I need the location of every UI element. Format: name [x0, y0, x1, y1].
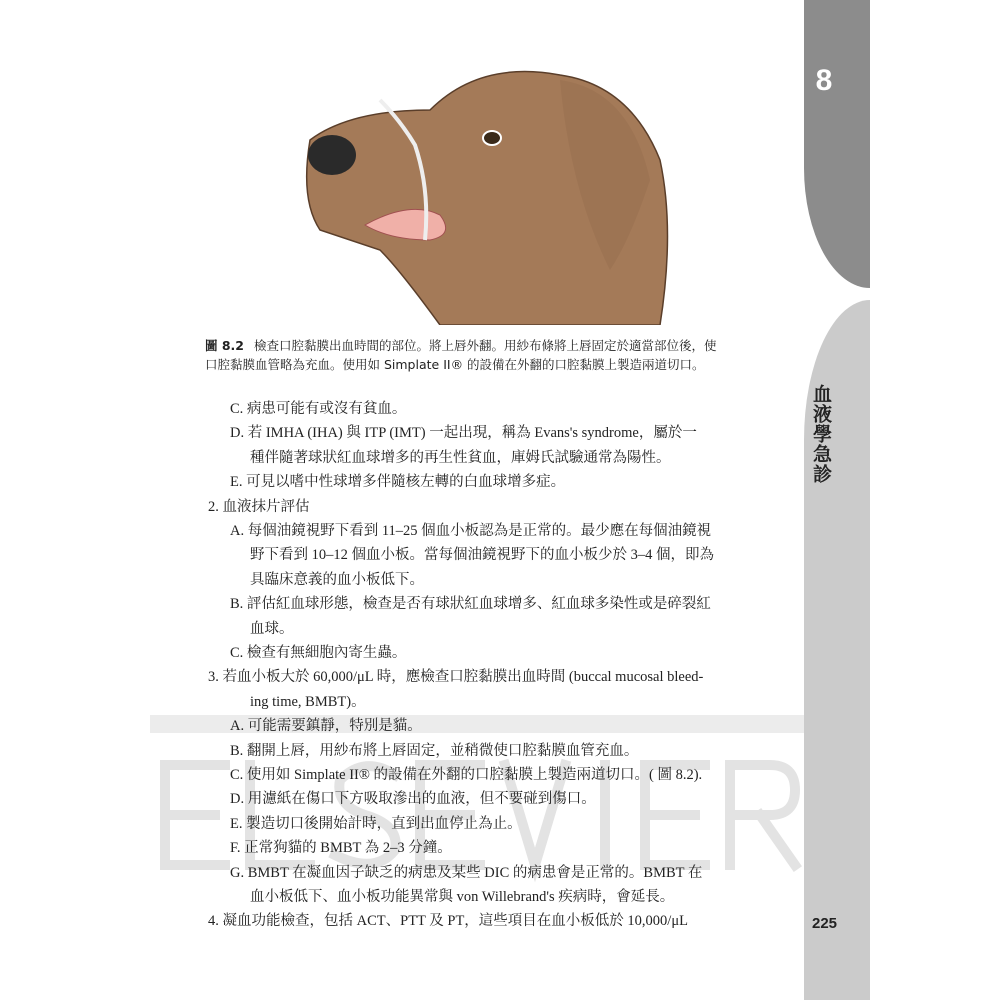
text-line: 3. 若血小板大於 60,000/μL 時，應檢查口腔黏膜出血時間 (buccal mucosal bleed- [208, 669, 704, 686]
dog-nose [308, 135, 356, 175]
text-line: B. 評估紅血球形態，檢查是否有球狀紅血球增多、紅血球多染性或是碎裂紅 [230, 596, 711, 613]
text-line: 血小板低下、血小板功能異常與 von Willebrand's 疾病時，會延長。 [250, 889, 675, 905]
text-line: D. 若 IMHA (IHA) 與 ITP (IMT) 一起出現，稱為 Evans's syndrome，屬於一 [230, 425, 697, 442]
caption-line: 檢查口腔黏膜出血時間的部位。將上唇外翻。用紗布條將上唇固定於適當部位後，使 [254, 338, 717, 353]
figure-caption [205, 336, 780, 374]
text-line: D. 用濾紙在傷口下方吸取滲出的血液，但不要碰到傷口。 [230, 791, 596, 808]
text-line: 種伴隨著球狀紅血球增多的再生性貧血，庫姆氏試驗通常為陽性。 [250, 449, 671, 466]
text-line: A. 每個油鏡視野下看到 11–25 個血小板認為是正常的。最少應在每個油鏡視 [230, 523, 712, 539]
chapter-tab [804, 0, 870, 288]
watermark-letter [730, 765, 795, 865]
text-line: A. 可能需要鎮靜，特別是貓。 [230, 718, 422, 735]
text-line: E. 製造切口後開始計時，直到出血停止為止。 [230, 815, 522, 832]
dog-eye [483, 131, 501, 145]
text-line: E. 可見以嗜中性球增多伴隨核左轉的白血球增多症。 [230, 474, 566, 491]
text-line: C. 使用如 Simplate II® 的設備在外翻的口腔黏膜上製造兩道切口。( 圖 8.2). [230, 767, 703, 783]
text-line: B. 翻開上唇，用紗布將上唇固定，並稍微使口腔黏膜血管充血。 [230, 742, 639, 759]
text-line: 野下看到 10–12 個血小板。當每個油鏡視野下的血小板少於 3–4 個，即為 [250, 547, 714, 564]
figure-label: 圖 8.2 [205, 338, 244, 353]
text-line: 血球。 [250, 620, 294, 637]
text-line: 具臨床意義的血小板低下。 [250, 571, 424, 588]
chapter-number: 8 [815, 64, 833, 97]
page-number: 225 [812, 915, 838, 932]
watermark-letter [165, 765, 225, 865]
figure-dog-illustration [230, 40, 750, 325]
chapter-title: 血液學急診 [810, 384, 832, 484]
caption-line: 口腔黏膜血管略為充血。使用如 Simplate II® 的設備在外翻的口腔黏膜上製造兩道切口。 [205, 357, 705, 372]
text-line: C. 檢查有無細胞內寄生蟲。 [230, 645, 407, 661]
text-line: 4. 凝血功能檢查，包括 ACT、PTT 及 PT，這些項目在血小板低於 10,000/μL [208, 913, 688, 930]
text-line: ing time, BMBT)。 [250, 693, 366, 710]
text-line: F. 正常狗貓的 BMBT 為 2–3 分鐘。 [230, 840, 452, 857]
text-line: G. BMBT 在凝血因子缺乏的病患及某些 DIC 的病患會是正常的。BMBT 在 [230, 864, 703, 881]
text-line: C. 病患可能有或沒有貧血。 [230, 401, 407, 417]
text-line: 2. 血液抹片評估 [208, 498, 310, 515]
